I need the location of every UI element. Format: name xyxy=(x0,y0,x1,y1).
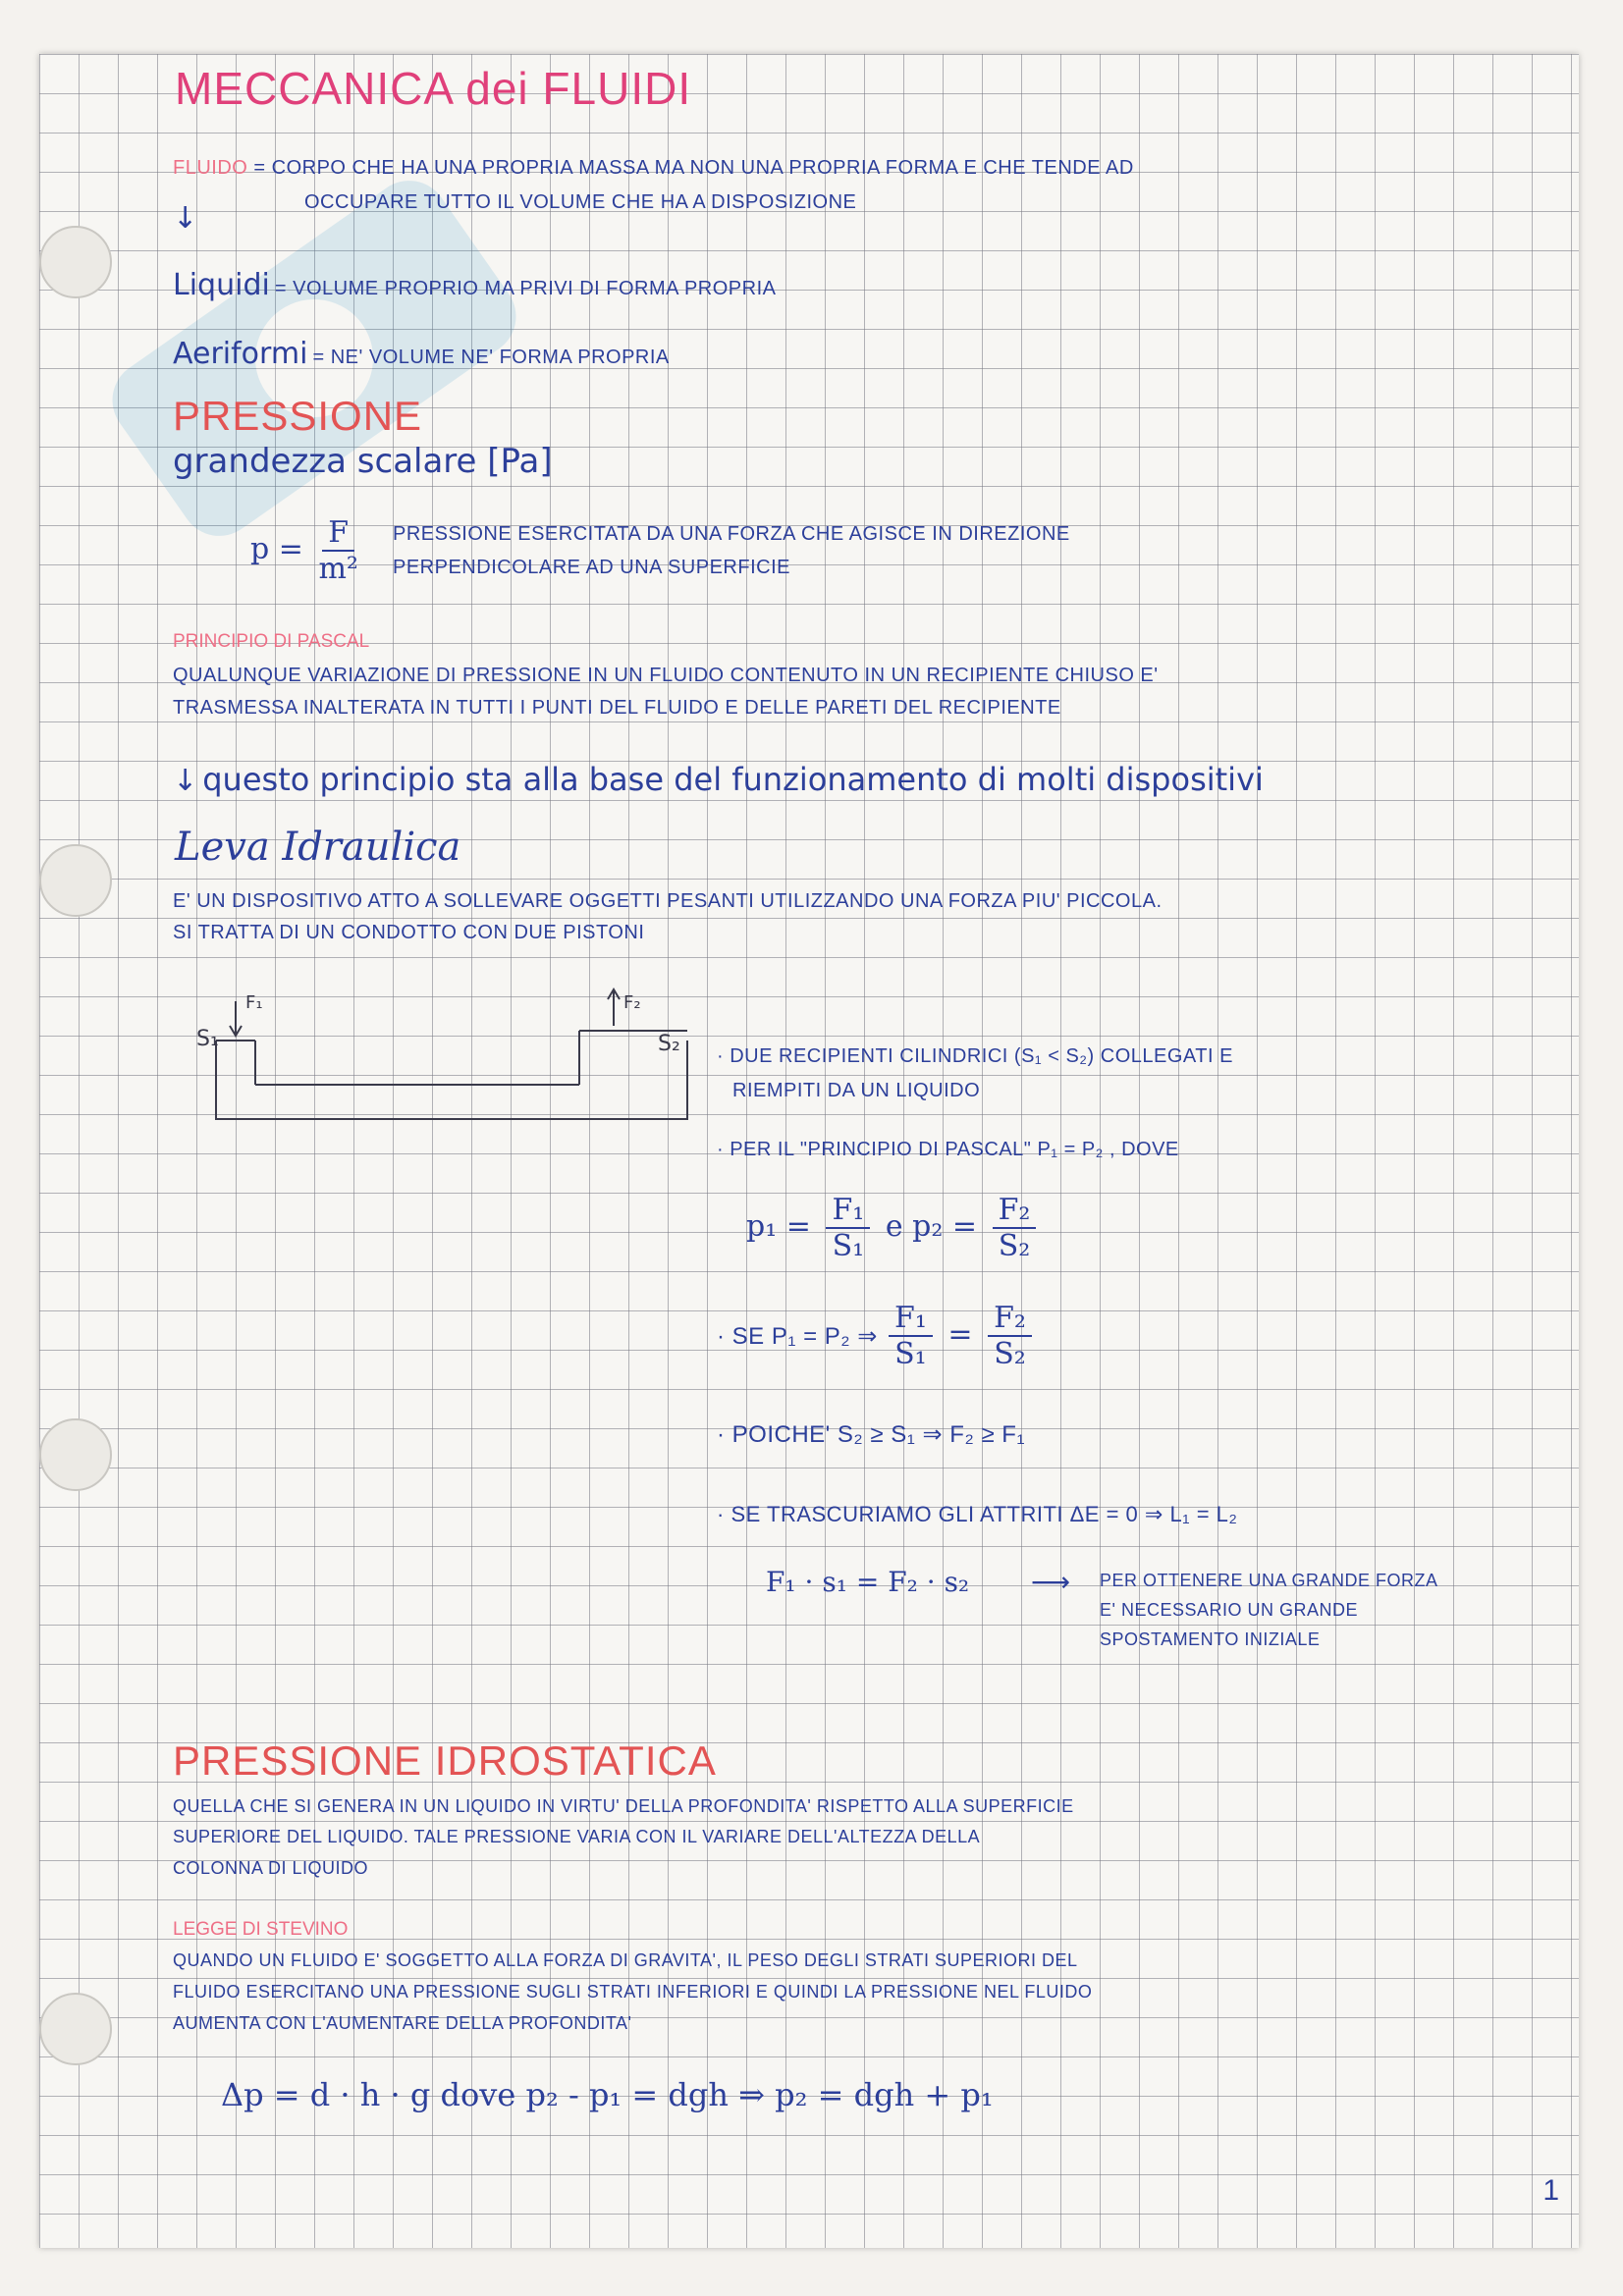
leva-bullet1a: · DUE RECIPIENTI CILINDRICI (S₁ < S₂) COLLEGATI E xyxy=(717,1045,1233,1067)
aeriformi-text: = NE' VOLUME NE' FORMA PROPRIA xyxy=(312,347,670,368)
leva-note-line1: PER OTTENERE UNA GRANDE FORZA xyxy=(1100,1571,1438,1590)
fluido-definition-line2: OCCUPARE TUTTO IL VOLUME CHE HA A DISPOSIZIONE xyxy=(304,191,857,213)
leva-bullet5: · SE TRASCURIAMO GLI ATTRITI ΔE = 0 ⇒ L₁ = L₂ xyxy=(717,1502,1238,1526)
eq3-num-a: F₁ xyxy=(889,1301,933,1337)
stevino-line2: FLUIDO ESERCITANO UNA PRESSIONE SUGLI STRATI INFERIORI E QUINDI LA PRESSIONE NEL FLUIDO xyxy=(173,1982,1093,2002)
eq3-frac-a xyxy=(889,1301,933,1371)
eq1-den-b: S₂ xyxy=(998,1229,1031,1263)
pascal-note-row xyxy=(173,761,1264,798)
fluido-definition-line1 xyxy=(173,157,1134,180)
leva-eq3 xyxy=(883,1301,1038,1371)
liquidi-label: Liquidi xyxy=(173,268,270,302)
leva-bullet4: · POICHE' S₂ ≥ S₁ ⇒ F₂ ≥ F₁ xyxy=(717,1421,1026,1448)
stevino-line1: QUANDO UN FLUIDO E' SOGGETTO ALLA FORZA DI GRAVITA', IL PESO DEGLI STRATI SUPERIORI DEL xyxy=(173,1950,1078,1970)
hydraulic-lever-diagram xyxy=(196,987,707,1134)
eq3-frac-b xyxy=(988,1301,1032,1371)
leva-eq1 xyxy=(746,1193,1042,1263)
pressione-formula xyxy=(250,515,364,586)
leva-line1: E' UN DISPOSITIVO ATTO A SOLLEVARE OGGETTI PESANTI UTILIZZANDO UNA FORZA PIU' PICCOLA. xyxy=(173,890,1163,912)
pressione-desc-line1: PRESSIONE ESERCITATA DA UNA FORZA CHE AGISCE IN DIREZIONE xyxy=(393,523,1070,545)
section-heading-pascal: PRINCIPIO DI PASCAL xyxy=(173,631,370,652)
label-s1: S₁ xyxy=(196,1027,219,1051)
label-f2: F₂ xyxy=(623,992,641,1013)
page-title: MECCANICA dei FLUIDI xyxy=(175,63,692,114)
leva-line2: SI TRATTA DI UN CONDOTTO CON DUE PISTONI xyxy=(173,922,645,943)
section-heading-stevino: LEGGE DI STEVINO xyxy=(173,1919,349,1940)
liquidi-row xyxy=(173,268,776,302)
eq1-den-a: S₁ xyxy=(832,1229,865,1263)
leva-eq5: F₁ · s₁ = F₂ · s₂ xyxy=(766,1566,970,1598)
pascal-note: questo principio sta alla base del funzionamento di molti dispositivi xyxy=(202,761,1264,798)
formula-denominator: m² xyxy=(318,552,358,586)
section-heading-idrostatica: PRESSIONE IDROSTATICA xyxy=(173,1737,717,1784)
binder-hole xyxy=(39,844,112,917)
label-f1: F₁ xyxy=(245,992,263,1013)
pascal-line2: TRASMESSA INALTERATA IN TUTTI I PUNTI DEL FLUIDO E DELLE PARETI DEL RECIPIENTE xyxy=(173,697,1061,719)
eq3-equals: = xyxy=(947,1317,973,1352)
eq3-num-b: F₂ xyxy=(988,1301,1032,1337)
page-number: 1 xyxy=(1542,2174,1559,2207)
formula-fraction xyxy=(318,515,357,586)
eq1-num-a: F₁ xyxy=(826,1193,870,1229)
aeriformi-row xyxy=(173,337,670,371)
arrow-down-icon: ↓ xyxy=(173,764,198,798)
leva-bullet3: · SE P₁ = P₂ ⇒ xyxy=(717,1323,878,1350)
idrostatica-line3: COLONNA DI LIQUIDO xyxy=(173,1858,369,1878)
idrostatica-line1: QUELLA CHE SI GENERA IN UN LIQUIDO IN VIRTU' DELLA PROFONDITA' RISPETTO ALLA SUPERFICIE xyxy=(173,1796,1074,1816)
pressione-subtitle: grandezza scalare [Pa] xyxy=(173,442,553,481)
leva-bullet2: · PER IL "PRINCIPIO DI PASCAL" P₁ = P₂ , DOVE xyxy=(717,1139,1179,1160)
arrow-right-icon: ⟶ xyxy=(1031,1566,1071,1598)
formula-numerator: F xyxy=(322,515,354,552)
section-heading-pressione: PRESSIONE xyxy=(173,393,423,439)
eq1-p1: p₁ = xyxy=(746,1209,811,1244)
label-s2: S₂ xyxy=(658,1032,680,1056)
pressione-desc-line2: PERPENDICOLARE AD UNA SUPERFICIE xyxy=(393,557,790,578)
stevino-line3: AUMENTA CON L'AUMENTARE DELLA PROFONDITA' xyxy=(173,2013,632,2033)
leva-bullet1b: RIEMPITI DA UN LIQUIDO xyxy=(732,1080,981,1101)
aeriformi-label: Aeriformi xyxy=(173,337,308,371)
eq3-den-a: S₁ xyxy=(894,1337,927,1371)
binder-hole xyxy=(39,1993,112,2065)
fluido-text: = CORPO CHE HA UNA PROPRIA MASSA MA NON UNA PROPRIA FORMA E CHE TENDE AD xyxy=(253,157,1134,179)
binder-hole xyxy=(39,226,112,298)
fluido-label: FLUIDO xyxy=(173,157,248,179)
formula-lhs: p = xyxy=(250,532,303,566)
eq1-num-b: F₂ xyxy=(993,1193,1037,1229)
idrostatica-line2: SUPERIORE DEL LIQUIDO. TALE PRESSIONE VARIA CON IL VARIARE DELL'ALTEZZA DELLA xyxy=(173,1827,981,1846)
eq1-mid: e p₂ = xyxy=(885,1209,978,1244)
eq3-den-b: S₂ xyxy=(994,1337,1026,1371)
section-heading-leva: Leva Idraulica xyxy=(175,825,461,870)
stevino-formula: Δp = d · h · g dove p₂ - p₁ = dgh ⇒ p₂ = dgh + p₁ xyxy=(221,2076,994,2113)
arrow-down-icon: ↓ xyxy=(173,201,198,236)
leva-note-line2: E' NECESSARIO UN GRANDE xyxy=(1100,1600,1358,1620)
liquidi-text: = VOLUME PROPRIO MA PRIVI DI FORMA PROPRIA xyxy=(274,278,777,299)
leva-bullet3-row xyxy=(717,1301,1038,1371)
binder-hole xyxy=(39,1418,112,1491)
eq1-frac-a xyxy=(826,1193,870,1263)
leva-note-line3: SPOSTAMENTO INIZIALE xyxy=(1100,1629,1321,1649)
pascal-line1: QUALUNQUE VARIAZIONE DI PRESSIONE IN UN FLUIDO CONTENUTO IN UN RECIPIENTE CHIUSO E' xyxy=(173,665,1159,686)
notebook-page xyxy=(39,54,1579,2248)
eq1-frac-b xyxy=(993,1193,1037,1263)
vessel-outline xyxy=(216,1041,687,1119)
